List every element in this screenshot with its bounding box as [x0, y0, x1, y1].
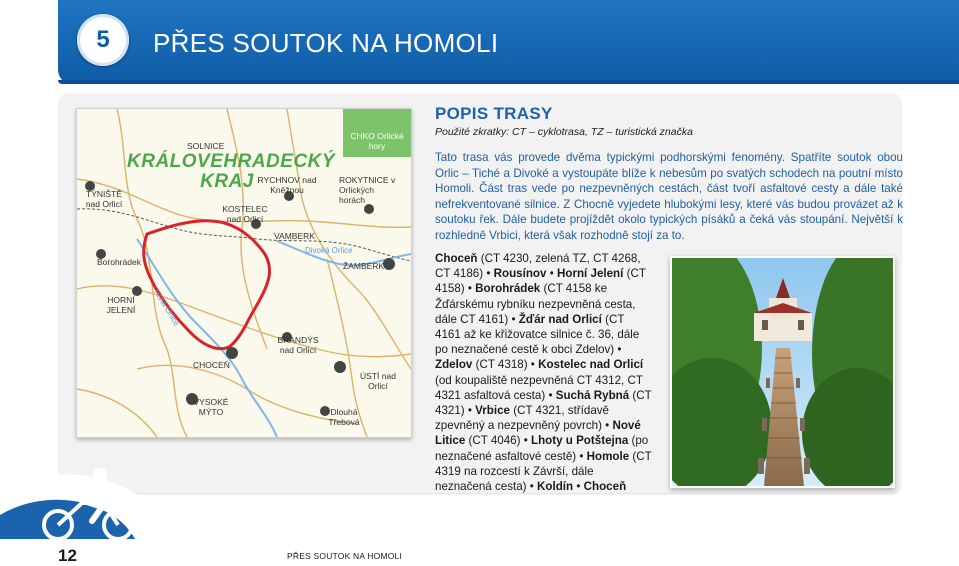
route-stop: Choceň	[583, 480, 627, 494]
bullet: •	[549, 267, 554, 281]
river-label-ticha: Tichá Orlice	[151, 287, 182, 328]
route-stop-detail: (CT 4158 ke Žďárskému rybníku nezpevněná cesta, dále CT 4161)	[435, 282, 636, 326]
route-stop: Nové Litice	[435, 419, 641, 448]
bullet: •	[617, 343, 622, 357]
town-dlouha-trebova: Dlouhá Třebová	[328, 407, 360, 427]
town-usti: ÚSTÍ nad Orlicí	[360, 371, 396, 391]
page-title: PŘES SOUTOK NA HOMOLI	[153, 28, 499, 58]
photo-graphic	[672, 258, 893, 486]
town-vamberk: VAMBERK	[274, 231, 315, 241]
town-chocen: CHOCEŇ	[193, 360, 230, 370]
town-rychnov: RYCHNOV nad Kněžnou	[257, 175, 317, 195]
abbreviations-note: Použité zkratky: CT – cyklotrasa, TZ – turistická značka	[435, 126, 693, 138]
town-vysoke-myto: VYSOKÉ MÝTO	[193, 397, 229, 417]
route-stop-detail: (po neznačené asfaltové cestě)	[435, 434, 649, 463]
bullet: •	[529, 480, 534, 494]
route-stop-detail: (CT 4161 až ke křižovatce silnice č. 36, dále po neznačené cestě k obci Zdelov)	[435, 312, 640, 357]
route-stop: Koldín	[537, 480, 574, 494]
region-label: KRÁLOVEHRADECKÝ KRAJ	[127, 151, 336, 192]
town-brandys: BRANDÝS nad Orlicí	[277, 335, 319, 355]
town-tyniste: TÝNIŠTĚ nad Orlicí	[85, 189, 123, 209]
chko-label: CHKO Orlické hory	[343, 109, 411, 157]
route-stop: Choceň	[435, 252, 478, 265]
route-stop: Vrbice	[475, 404, 510, 418]
route-stop-detail: (CT 4158)	[435, 267, 646, 296]
town-zamberk: ŽAMBERK	[343, 261, 385, 271]
route-line	[144, 221, 270, 349]
route-stop: Horní Jelení	[557, 267, 624, 281]
bullet: •	[511, 312, 516, 326]
town-solnice: SOLNICE	[187, 141, 225, 151]
town-rokytnice: ROKYTNICE v Orlických horách	[339, 175, 396, 205]
river-label-divoka: Divoká Orlice	[305, 246, 353, 255]
route-stop-detail: (CT 4046)	[465, 434, 524, 448]
bullet: •	[486, 267, 491, 281]
bullet: •	[579, 449, 584, 463]
bullet: •	[467, 404, 472, 418]
route-itinerary	[435, 251, 653, 494]
route-number-badge: 5	[77, 14, 129, 66]
bullet: •	[605, 419, 610, 433]
route-stop: Suchá Rybná	[555, 388, 630, 402]
route-stop-detail: (CT 4321)	[435, 388, 652, 418]
route-stop: Borohrádek	[475, 282, 541, 296]
bullet: •	[467, 282, 472, 296]
town-kostelec: KOSTELEC nad Orlicí	[222, 204, 268, 224]
route-stop: Zdelov	[435, 358, 473, 372]
running-title: PŘES SOUTOK NA HOMOLI	[287, 551, 403, 561]
route-stop: Lhoty u Potštejna	[531, 434, 629, 448]
bullet: •	[523, 434, 528, 448]
route-stop: Žďár nad Orlicí	[518, 312, 602, 326]
homole-photo	[670, 256, 895, 488]
route-description: Tato trasa vás provede dvěma typickými podhorskými fenomény. Spatříte soutok obou Orlic – Tiché a Divoké a vystoupáte blíže k nebesům po svatých schodech na poutní místo Homoli. Část tras vede po nezpevněných cestách, část tvoří asfaltové cesty a dále také nefrekventované silnice. Z Chocně vyjedete hlubokými lesy, které vás budou provázet až k soutoku řek. Dále budete projíždět okolo typických písáků a čeká vás stoupání. Největší k rozhledně Vrbici, která však rozhodně stojí za to.	[435, 151, 903, 242]
route-stop-detail: (CT 4319 na rozcestí k Závrší, dále neznačená cesta)	[435, 449, 652, 494]
bullet: •	[548, 388, 553, 402]
route-map	[76, 108, 412, 438]
route-stop: Homole	[586, 449, 630, 463]
route-stop: Rousínov	[493, 267, 547, 281]
town-horni-jeleni: HORNÍ JELENÍ	[106, 295, 136, 315]
route-stop-detail: (CT 4230, zelená TZ, CT 4268, CT 4186)	[435, 252, 641, 281]
cyclist-icon	[0, 455, 150, 539]
route-stop-detail: (CT 4321, střídavě zpevněný a nezpevněný povrch)	[435, 404, 610, 433]
page-number: 12	[58, 546, 77, 565]
town-borohradek: Borohrádek	[97, 257, 141, 267]
route-stop-detail: (od koupaliště nezpevněná CT 4312, CT 4321 asfaltová cesta)	[435, 373, 643, 402]
route-stop-detail: (CT 4318)	[472, 358, 531, 372]
section-title: POPIS TRASY	[435, 104, 553, 123]
route-stop: Kostelec nad Orlicí	[538, 358, 644, 372]
bullet: •	[530, 358, 535, 372]
bullet: •	[576, 480, 581, 494]
